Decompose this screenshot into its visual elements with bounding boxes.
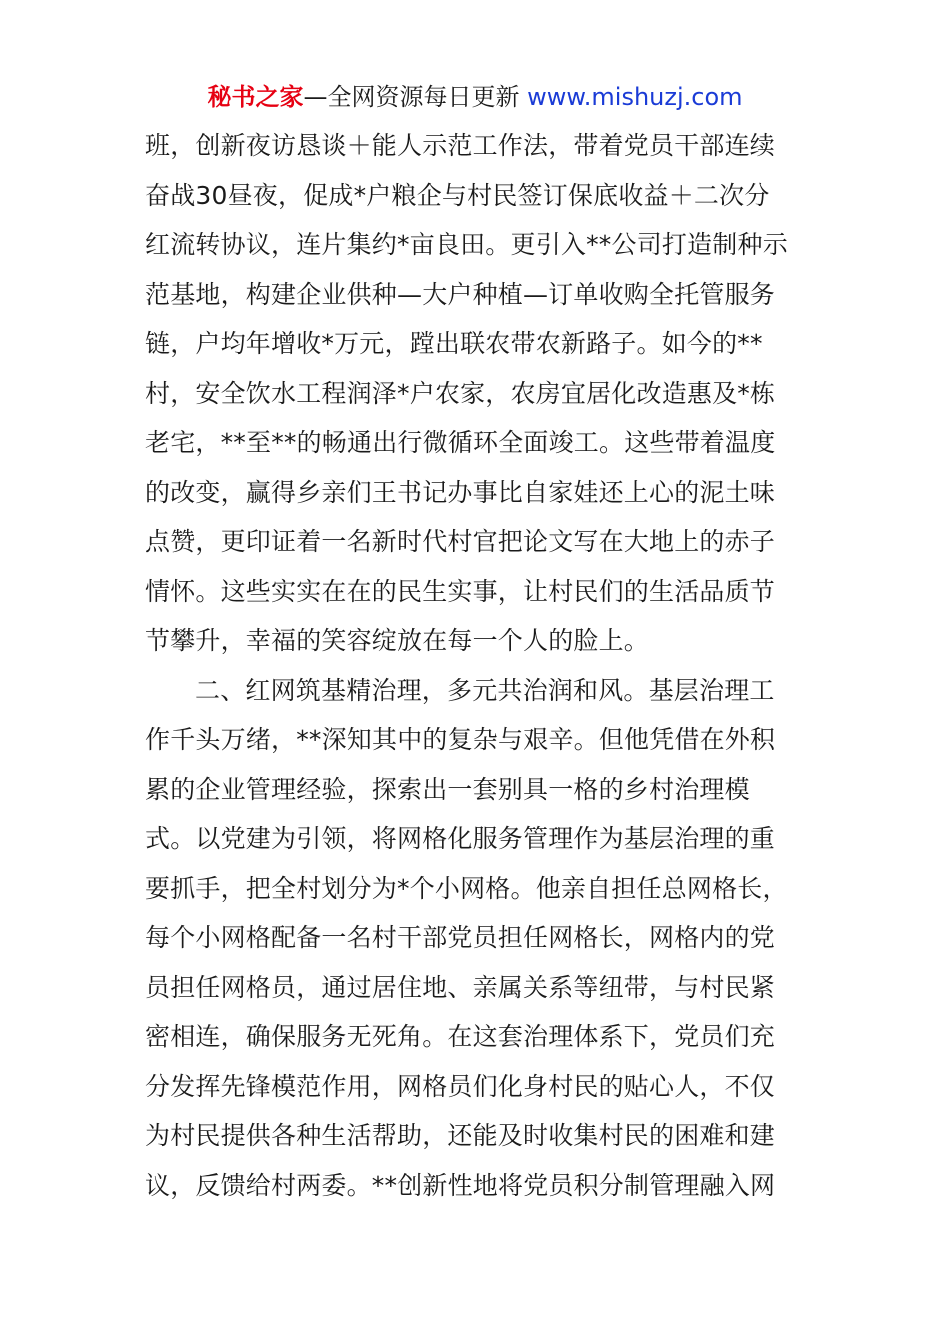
text-line: 红流转协议，连片集约*亩良田。更引入**公司打造制种示 — [145, 230, 788, 259]
site-header — [0, 80, 950, 114]
site-url-link[interactable]: www.mishuzj.com — [527, 83, 743, 111]
text-line: 员担任网格员，通过居住地、亲属关系等纽带，与村民紧 — [145, 972, 776, 1002]
text-line: 要抓手，把全村划分为*个小网格。他亲自担任总网格长， — [145, 873, 788, 903]
text-line: 班，创新夜访恳谈＋能人示范工作法，带着党员干部连续 — [145, 131, 776, 160]
text-line: 累的企业管理经验，探索出一套别具一格的乡村治理模 — [145, 774, 750, 804]
text-line: 老宅，**至**的畅通出行微循环全面竣工。这些带着温度 — [145, 428, 776, 457]
text-line: 奋战30昼夜，促成*户粮企与村民签订保底收益＋二次分 — [145, 180, 770, 210]
brand-name: 秘书之家 — [207, 83, 304, 111]
text-line: 议，反馈给村两委。**创新性地将党员积分制管理融入网 — [145, 1170, 776, 1200]
text-line: 为村民提供各种生活帮助，还能及时收集村民的困难和建 — [145, 1121, 776, 1150]
text-line: 作千头万绪，**深知其中的复杂与艰辛。但他凭借在外积 — [145, 725, 776, 754]
text-line: 节攀升，幸福的笑容绽放在每一个人的脸上。 — [145, 626, 650, 655]
text-line: 范基地，构建企业供种—大户种植—订单收购全托管服务 — [145, 279, 776, 309]
text-line: 的改变，赢得乡亲们王书记办事比自家娃还上心的泥土味 — [145, 477, 776, 507]
text-line: 链，户均年增收*万元，蹚出联农带农新路子。如今的** — [145, 329, 763, 358]
text-line: 点赞，更印证着一名新时代村官把论文写在大地上的赤子 — [145, 527, 776, 556]
text-line: 密相连，确保服务无死角。在这套治理体系下，党员们充 — [145, 1022, 776, 1051]
text-line: 分发挥先锋模范作用，网格员们化身村民的贴心人，不仅 — [145, 1071, 776, 1101]
text-line: 村，安全饮水工程润泽*户农家，农房宜居化改造惠及*栋 — [145, 378, 776, 408]
text-line: 式。以党建为引领，将网格化服务管理作为基层治理的重 — [145, 824, 776, 853]
header-tagline: —全网资源每日更新 — [303, 83, 520, 111]
text-line: 情怀。这些实实在在的民生实事，让村民们的生活品质节 — [145, 576, 776, 606]
text-line: 每个小网格配备一名村干部党员担任网格长，网格内的党 — [145, 923, 776, 952]
section-heading-line: 二、红网筑基精治理，多元共治润和风。基层治理工 — [195, 675, 775, 705]
